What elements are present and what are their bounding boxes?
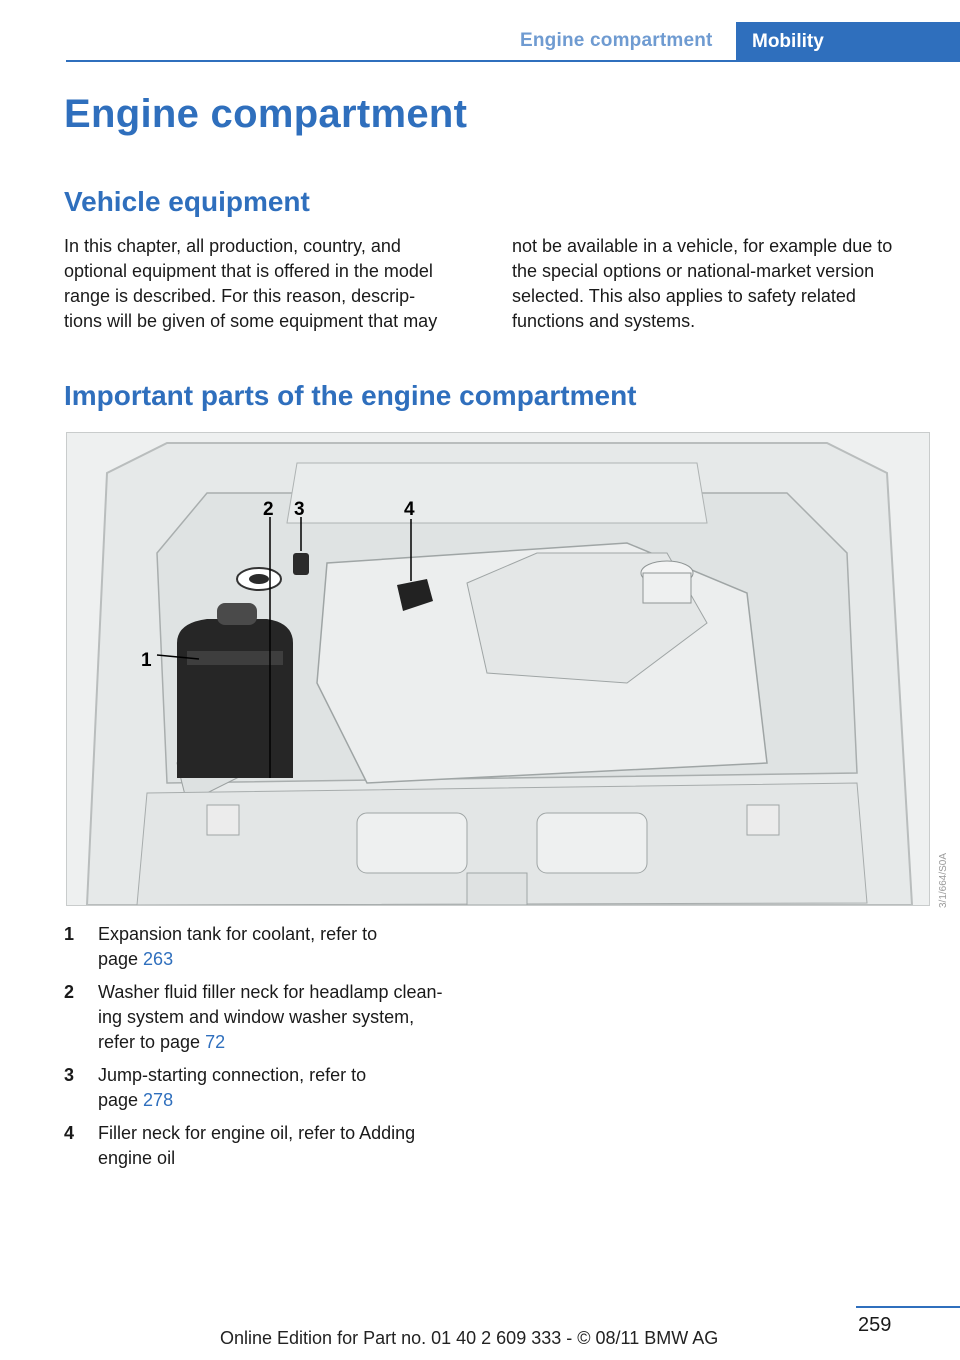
page-number-rule — [856, 1306, 960, 1308]
legend-text: Washer fluid filler neck for headlamp clean- — [98, 982, 443, 1002]
footer-edition: Online Edition for Part no. 01 40 2 609 333 - © 08/11 BMW AG — [220, 1328, 719, 1348]
text-line: selected. This also applies to safety related — [512, 286, 856, 306]
figure-label-1: 1 — [141, 650, 152, 671]
legend-number: 2 — [64, 982, 75, 1002]
text-line: range is described. For this reason, descrip- — [64, 286, 416, 306]
legend-text: engine oil — [98, 1148, 176, 1168]
legend-item — [64, 1121, 494, 1171]
legend-text: ing system and window washer system, — [98, 1007, 415, 1027]
header-section-title: Engine compartment — [520, 30, 713, 51]
figure-label-4: 4 — [404, 499, 415, 520]
legend-item — [64, 1063, 494, 1113]
text-line: In this chapter, all production, country, and — [64, 236, 401, 256]
figure-code-text: 3/1/664/S0A — [938, 852, 949, 908]
page-number: 259 — [858, 1314, 892, 1336]
legend-text: Jump-starting connection, refer to — [98, 1065, 367, 1085]
legend-item — [64, 980, 494, 1055]
figure-label-2: 2 — [263, 499, 274, 520]
text-line: optional equipment that is offered in the model — [64, 261, 433, 281]
engine-compartment-illustration — [66, 432, 930, 906]
text-line: the special options or national-market version — [512, 261, 875, 281]
parts-legend — [64, 922, 494, 1179]
legend-number: 3 — [64, 1065, 75, 1085]
vehicle-equipment-col2 — [512, 234, 932, 334]
legend-text: page — [98, 1090, 144, 1110]
legend-number: 4 — [64, 1123, 75, 1143]
page-title: Engine compartment — [64, 92, 468, 136]
legend-text: Expansion tank for coolant, refer to — [98, 924, 378, 944]
page-link-263[interactable]: 263 — [143, 949, 174, 969]
vehicle-equipment-col1 — [64, 234, 484, 334]
page-link-72[interactable]: 72 — [205, 1032, 226, 1052]
text-line: not be available in a vehicle, for example due to — [512, 236, 893, 256]
vehicle-equipment-heading: Vehicle equipment — [64, 186, 310, 217]
legend-text: refer to page — [98, 1032, 206, 1052]
important-parts-heading: Important parts of the engine compartment — [64, 380, 637, 411]
text-line: tions will be given of some equipment that may — [64, 311, 438, 331]
figure-code — [936, 800, 950, 910]
legend-item — [64, 922, 494, 972]
legend-number: 1 — [64, 924, 75, 944]
legend-text: page — [98, 949, 144, 969]
text-line: functions and systems. — [512, 311, 696, 331]
figure-label-3: 3 — [294, 499, 305, 520]
header-chapter-tab — [736, 22, 960, 62]
legend-text: Filler neck for engine oil, refer to Adding — [98, 1123, 416, 1143]
page-link-278[interactable]: 278 — [143, 1090, 174, 1110]
header-chapter-label: Mobility — [752, 31, 824, 52]
